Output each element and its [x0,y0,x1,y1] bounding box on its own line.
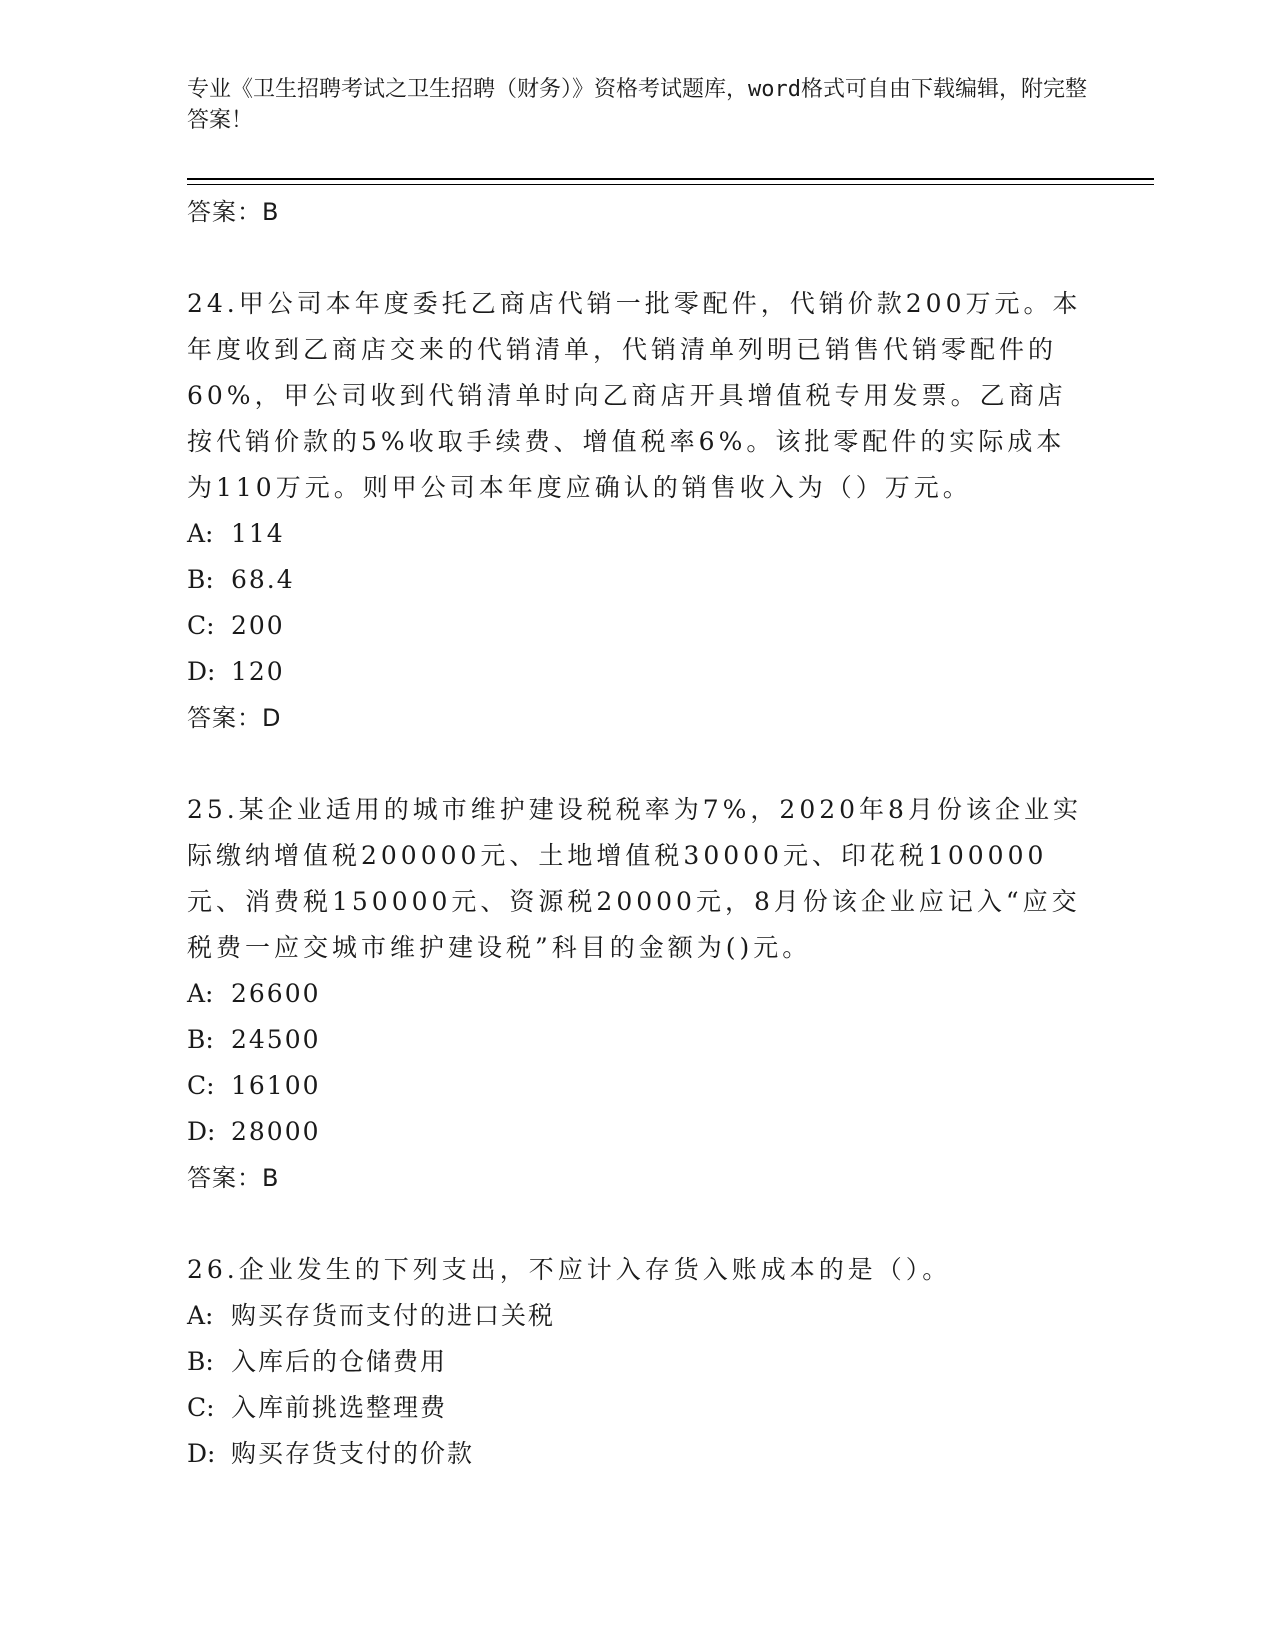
question-block [187,787,1087,1201]
question-stem: 25.某企业适用的城市维护建设税税率为7%，2020年8月份该企业实际缴纳增值税200000元、土地增值税30000元、印花税100000元、消费税150000元、资源税20000元，8月份该企业应记入“应交税费一应交城市维护建设税”科目的金额为()元。 [187,795,1082,962]
header-divider-thick [187,178,1154,180]
question-block [187,281,1087,741]
option-b [187,1339,1087,1385]
option-text: 68.4 [231,565,295,594]
option-text: 购买存货支付的价款 [231,1439,475,1468]
option-label: A: [187,519,214,548]
option-label: D: [187,657,216,686]
option-text: 120 [231,657,285,686]
answer-line: 答案：B [187,1164,280,1192]
option-label: B: [187,565,214,594]
option-c [187,1385,1087,1431]
option-d [187,1431,1087,1477]
option-a [187,1293,1087,1339]
option-b [187,557,1087,603]
option-d [187,649,1087,695]
option-label: C: [187,1393,215,1422]
option-text: 24500 [231,1025,321,1054]
option-b [187,1017,1087,1063]
option-label: A: [187,1301,214,1330]
option-text: 入库前挑选整理费 [231,1393,448,1422]
option-c [187,603,1087,649]
option-text: 16100 [231,1071,321,1100]
option-label: D: [187,1117,216,1146]
answer-line: 答案：D [187,704,282,732]
option-a [187,511,1087,557]
option-text: 200 [231,611,285,640]
option-label: C: [187,1071,215,1100]
answer-line: 答案：B [187,198,280,226]
document-header: 专业《卫生招聘考试之卫生招聘（财务）》资格考试题库，word格式可自由下载编辑，附完整答案！ [187,77,1087,133]
question-list [187,189,1087,1477]
option-label: D: [187,1439,216,1468]
question-stem: 26.企业发生的下列支出，不应计入存货入账成本的是（）。 [187,1255,952,1284]
option-label: B: [187,1025,214,1054]
option-c [187,1063,1087,1109]
option-text: 26600 [231,979,321,1008]
option-text: 114 [231,519,285,548]
option-text: 28000 [231,1117,321,1146]
option-text: 入库后的仓储费用 [231,1347,448,1376]
option-a [187,971,1087,1017]
option-label: C: [187,611,215,640]
option-label: B: [187,1347,214,1376]
question-stem: 24.甲公司本年度委托乙商店代销一批零配件，代销价款200万元。本年度收到乙商店交来的代销清单，代销清单列明已销售代销零配件的60%，甲公司收到代销清单时向乙商店开具增值税专用发票。乙商店按代销价款的5%收取手续费、增值税率6%。该批零配件的实际成本为110万元。则甲公司本年度应确认的销售收入为（）万元。 [187,289,1082,502]
option-text: 购买存货而支付的进口关税 [231,1301,556,1330]
question-block [187,1247,1087,1477]
option-label: A: [187,979,214,1008]
header-divider-thin [187,184,1154,185]
option-d [187,1109,1087,1155]
